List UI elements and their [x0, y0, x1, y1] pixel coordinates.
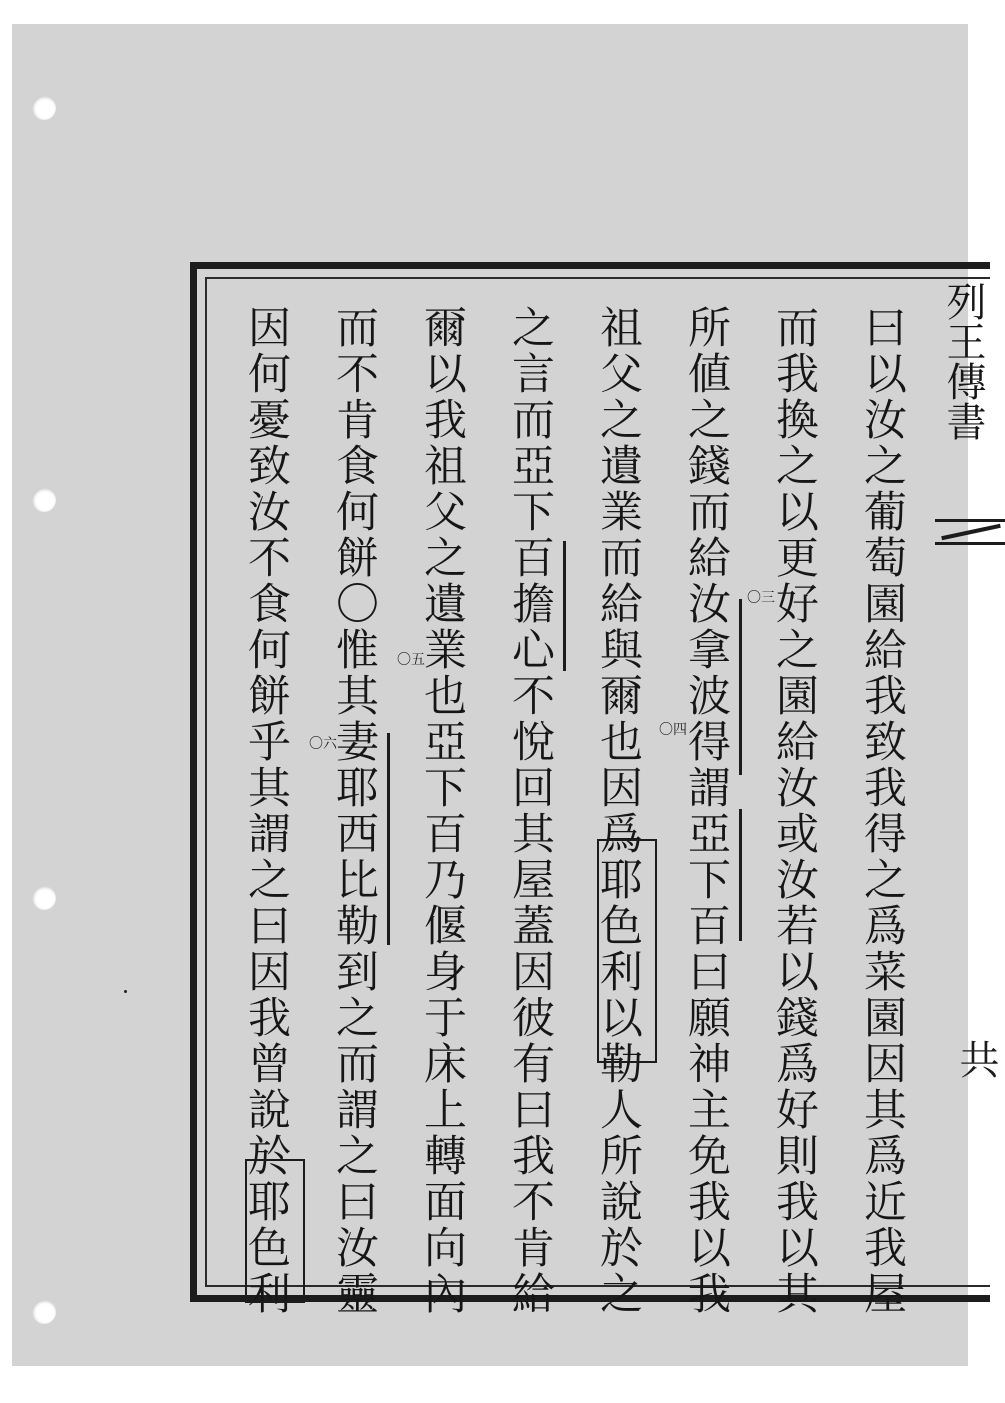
annotation-number: 〇四 — [659, 722, 687, 738]
punch-hole-icon — [32, 96, 56, 120]
name-rule-jezebel — [387, 733, 390, 945]
text-column-4: 祖父之遺業而給與爾也因爲耶色利以勒人所說於之 — [593, 305, 643, 1317]
print-frame — [190, 262, 999, 1317]
annotation-number: 〇六 — [309, 736, 337, 752]
ink-speck — [124, 990, 127, 993]
scanned-page — [12, 24, 999, 1366]
name-rule-ahab — [739, 809, 742, 941]
text-column-5: 之言而亞下百擔心不悅回其屋蓋因彼有曰我不肯給 — [505, 305, 555, 1317]
name-rule-naboth — [739, 599, 742, 775]
name-box-jezreel-2 — [245, 1159, 305, 1303]
text-column-7: 而不肯食何餅〇惟其妻耶西比勒到之而謂之曰汝靈 — [329, 305, 379, 1317]
text-column-2: 而我換之以更好之園給汝或汝若以錢爲好則我以其 — [769, 305, 819, 1317]
name-box-jezreel — [597, 839, 657, 1063]
leaf-number: 共 — [953, 1039, 999, 1079]
punch-hole-icon — [32, 886, 56, 910]
fishtail-mark — [935, 519, 1005, 545]
page-title: 列王傳書 — [940, 281, 986, 441]
punch-hole-icon — [32, 488, 56, 512]
annotation-number: 〇三 — [747, 590, 775, 606]
punch-hole-icon — [32, 1300, 56, 1324]
annotation-number: 〇五 — [397, 652, 425, 668]
text-column-8: 因何憂致汝不食何餅乎其謂之曰因我曾說於耶色利 — [241, 305, 291, 1317]
name-rule-ahab-2 — [563, 541, 566, 671]
text-column-6: 爾以我祖父之遺業也亞下百乃偃身于床上轉面向內 — [417, 305, 467, 1317]
text-column-1: 曰以汝之葡萄園給我致我得之爲菜園因其爲近我屋 — [857, 305, 907, 1317]
text-column-3: 所値之錢而給汝拿波得謂亞下百曰願神主免我以我 — [681, 305, 731, 1317]
